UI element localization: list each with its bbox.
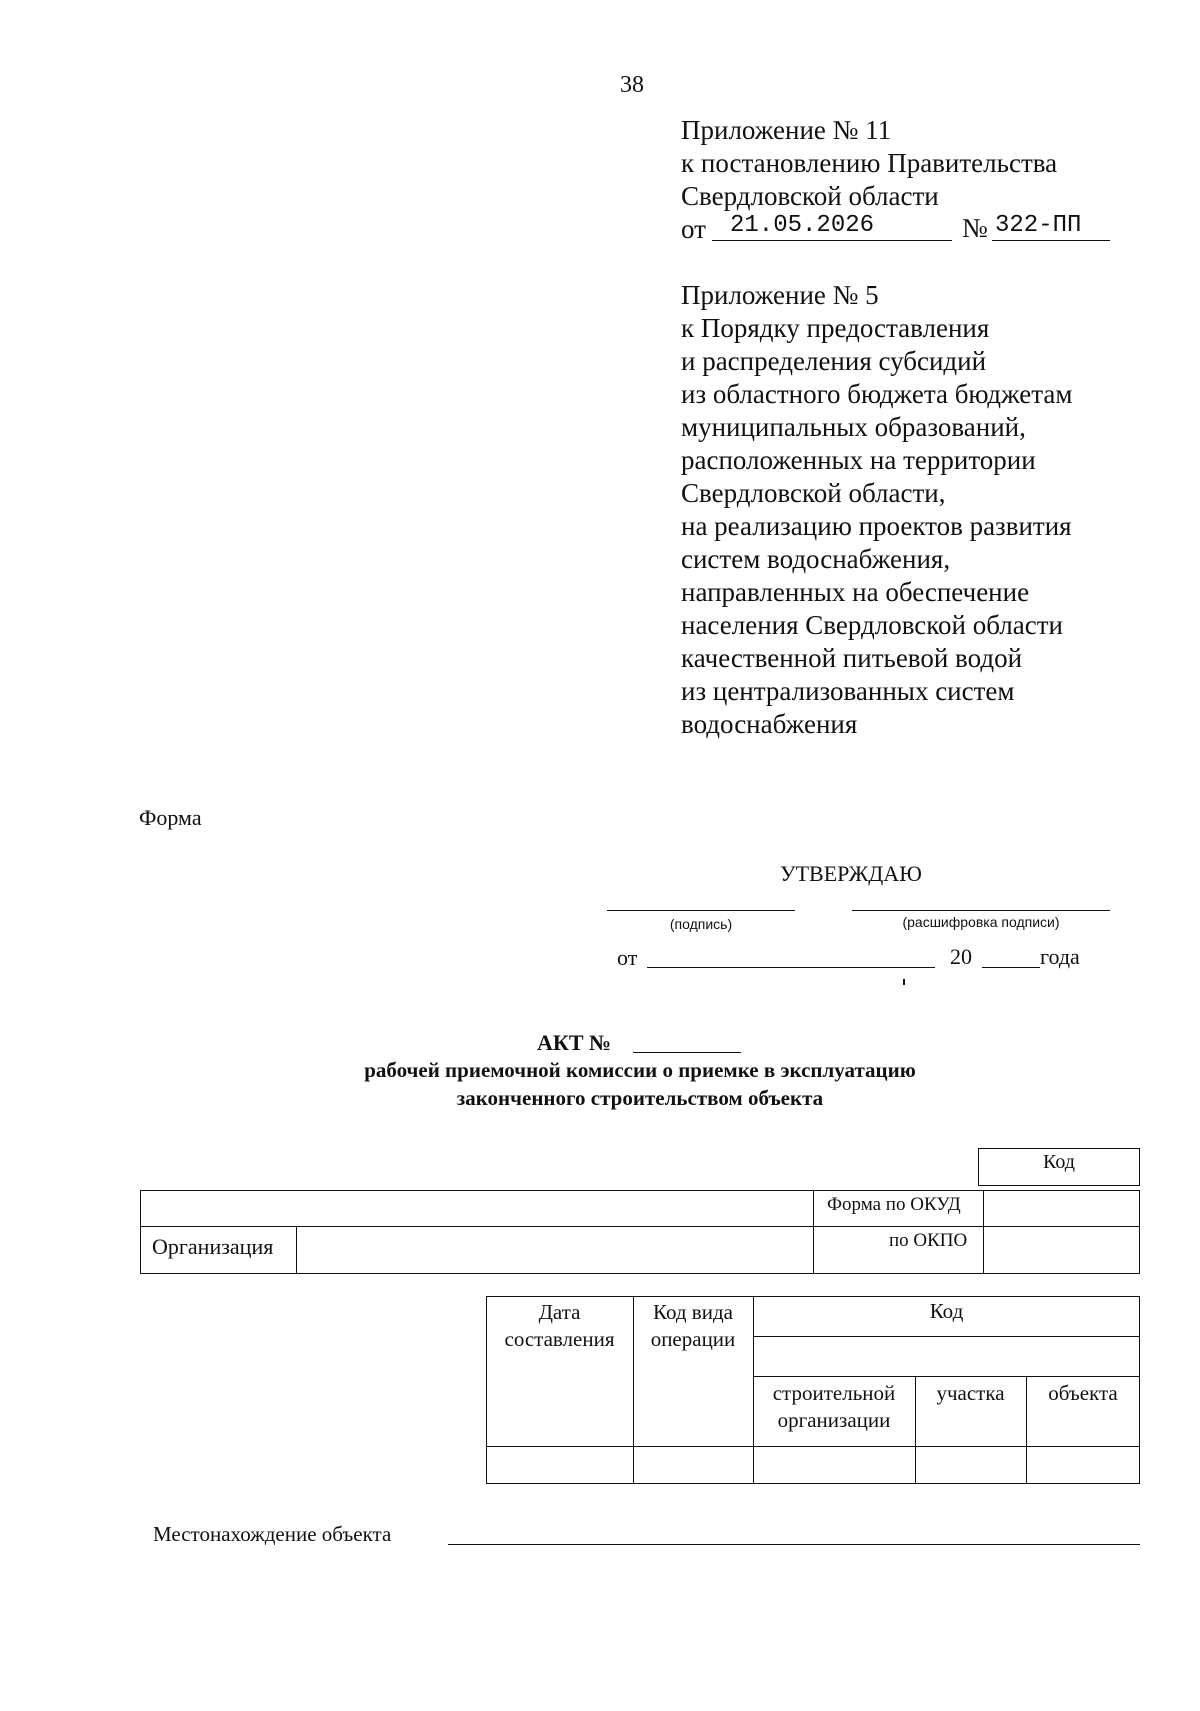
- signature-caption: (подпись): [669, 916, 733, 932]
- appendix2-line: населения Свердловской области: [681, 610, 1063, 640]
- appendix1-number-underline: [992, 240, 1110, 241]
- doc-col-operation-line2: операции: [650, 1327, 736, 1351]
- appendix2-line: Свердловской области,: [681, 478, 946, 508]
- act-subtitle-line2: законченного строительством объекта: [456, 1086, 824, 1110]
- appendix1-date-underline: [712, 240, 952, 241]
- doc-col-code: Код: [929, 1299, 964, 1323]
- appendix2-line: на реализацию проектов развития: [681, 511, 1072, 541]
- location-line: [448, 1544, 1140, 1545]
- appendix2-line: из областного бюджета бюджетам: [681, 379, 1073, 409]
- appendix2-line: направленных на обеспечение: [681, 577, 1030, 607]
- appendix1-title: Приложение № 11: [681, 115, 892, 145]
- appendix2-line: систем водоснабжения,: [681, 544, 951, 574]
- codes-col-divider-3: [983, 1190, 984, 1274]
- doc-sub-section: участка: [936, 1381, 1005, 1405]
- appendix2-line: водоснабжения: [681, 709, 858, 739]
- doc-col-date-line2: составления: [504, 1327, 615, 1351]
- act-subtitle-line1: рабочей приемочной комиссии о приемке в эксплуатацию: [364, 1058, 916, 1082]
- form-label: Форма: [139, 805, 202, 830]
- doc-body-divider: [486, 1446, 1140, 1447]
- appendix1-line3: Свердловской области: [681, 181, 939, 211]
- appendix1-date-prefix: от: [681, 214, 706, 244]
- okpo-label: по ОКПО: [889, 1230, 968, 1251]
- okud-label: Форма по ОКУД: [827, 1194, 961, 1215]
- doc-sub-construction-line1: строительной: [772, 1381, 896, 1405]
- codes-header-label: Код: [1043, 1151, 1075, 1173]
- appendix2-line: из централизованных систем: [681, 676, 1015, 706]
- approval-date-line: [647, 967, 935, 968]
- approval-year-line: [982, 967, 1040, 968]
- approval-title: УТВЕРЖДАЮ: [780, 861, 922, 886]
- approval-year-suffix: года: [1040, 944, 1080, 969]
- decoding-line: [852, 910, 1110, 911]
- codes-row-divider: [140, 1226, 1140, 1227]
- doc-col-operation-line1: Код вида: [653, 1300, 733, 1324]
- doc-sub-construction-line2: организации: [777, 1408, 891, 1432]
- doc-code-divider-2: [753, 1376, 1140, 1377]
- location-label: Местонахождение объекта: [153, 1522, 392, 1546]
- decoding-caption: (расшифровка подписи): [902, 914, 1060, 930]
- appendix2-line: к Порядку предоставления: [681, 313, 990, 343]
- appendix2-line: качественной питьевой водой: [681, 643, 1023, 673]
- appendix1-number-value: 322-ПП: [995, 212, 1082, 239]
- act-number-line: [633, 1052, 741, 1053]
- codes-col-divider-2: [813, 1190, 814, 1274]
- codes-main-frame: [140, 1190, 1140, 1274]
- appendix2-line: муниципальных образований,: [681, 412, 1026, 442]
- page-number: 38: [620, 72, 644, 98]
- approval-year-prefix: 20: [950, 944, 972, 969]
- tick-mark: [903, 979, 905, 985]
- appendix1-number-prefix: №: [962, 213, 988, 243]
- doc-code-divider-1: [753, 1336, 1140, 1337]
- appendix2-line: Приложение № 5: [681, 280, 879, 310]
- appendix1-line2: к постановлению Правительства: [681, 148, 1058, 178]
- appendix1-date-value: 21.05.2026: [730, 212, 875, 239]
- act-title: АКТ №: [537, 1030, 612, 1055]
- doc-col-date-line1: Дата: [538, 1300, 581, 1324]
- appendix2-line: расположенных на территории: [681, 445, 1036, 475]
- organization-label: Организация: [152, 1234, 274, 1259]
- doc-sub-object: объекта: [1048, 1381, 1118, 1405]
- signature-line: [607, 910, 795, 911]
- appendix2-line: и распределения субсидий: [681, 346, 987, 376]
- approval-date-prefix: от: [617, 945, 638, 970]
- codes-col-divider-1: [296, 1227, 297, 1274]
